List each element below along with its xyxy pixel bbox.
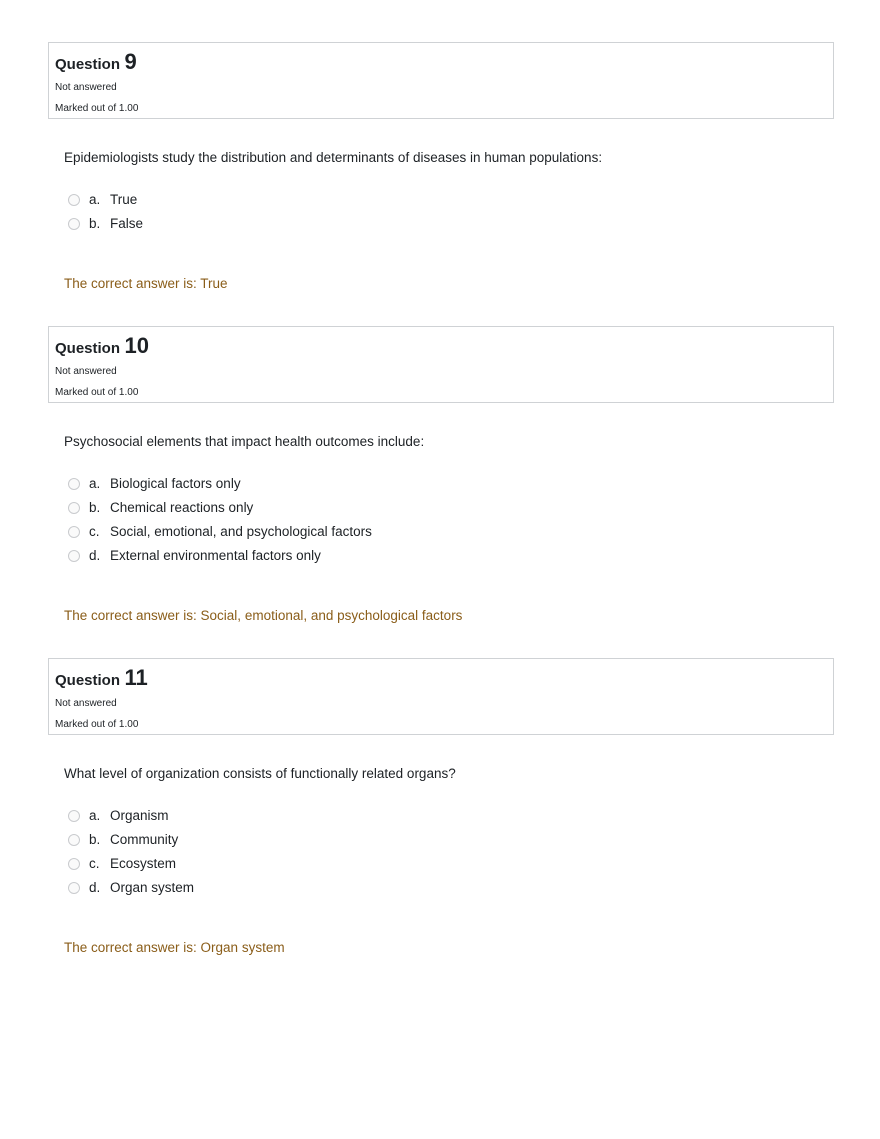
question-11 xyxy=(48,658,834,957)
radio-button[interactable] xyxy=(68,882,80,894)
question-number: 10 xyxy=(124,333,149,358)
question-title xyxy=(55,47,827,77)
question-status: Not answered xyxy=(55,366,117,377)
question-mark: Marked out of 1.00 xyxy=(55,103,139,114)
question-label: Question xyxy=(55,672,121,689)
question-info-box xyxy=(48,42,834,119)
option-label: Biological factors only xyxy=(110,475,241,491)
correct-answer-feedback: The correct answer is: Organ system xyxy=(64,940,285,955)
question-text: Epidemiologists study the distribution and determinants of diseases in human populations: xyxy=(64,150,603,165)
question-text: What level of organization consists of functionally related organs? xyxy=(64,766,456,781)
radio-button[interactable] xyxy=(68,478,80,490)
option-label: False xyxy=(110,215,144,231)
question-title xyxy=(55,663,827,693)
option-a[interactable] xyxy=(68,187,834,211)
correct-answer-feedback: The correct answer is: True xyxy=(64,276,228,291)
option-d[interactable] xyxy=(68,543,834,567)
question-number: 9 xyxy=(124,49,137,74)
radio-button[interactable] xyxy=(68,194,80,206)
radio-button[interactable] xyxy=(68,526,80,538)
option-letter: c. xyxy=(89,855,100,871)
question-label: Question xyxy=(55,56,121,73)
option-b[interactable] xyxy=(68,827,834,851)
option-a[interactable] xyxy=(68,803,834,827)
answer-options xyxy=(68,471,834,567)
question-status: Not answered xyxy=(55,82,117,93)
question-text: Psychosocial elements that impact health outcomes include: xyxy=(64,434,425,449)
radio-button[interactable] xyxy=(68,218,80,230)
radio-button[interactable] xyxy=(68,502,80,514)
option-letter: a. xyxy=(89,807,101,823)
option-letter: b. xyxy=(89,215,101,231)
option-letter: c. xyxy=(89,523,100,539)
option-letter: b. xyxy=(89,499,101,515)
answer-options xyxy=(68,803,834,899)
radio-button[interactable] xyxy=(68,810,80,822)
answer-options xyxy=(68,187,834,235)
radio-button[interactable] xyxy=(68,550,80,562)
question-mark: Marked out of 1.00 xyxy=(55,719,139,730)
radio-button[interactable] xyxy=(68,834,80,846)
option-label: Chemical reactions only xyxy=(110,499,254,515)
option-letter: a. xyxy=(89,191,101,207)
option-letter: b. xyxy=(89,831,101,847)
question-info-box xyxy=(48,326,834,403)
option-label: External environmental factors only xyxy=(110,547,321,563)
option-a[interactable] xyxy=(68,471,834,495)
option-label: Community xyxy=(110,831,179,847)
radio-button[interactable] xyxy=(68,858,80,870)
question-title xyxy=(55,331,827,361)
question-9 xyxy=(48,42,834,293)
correct-answer-feedback: The correct answer is: Social, emotional, and psychological factors xyxy=(64,608,463,623)
option-b[interactable] xyxy=(68,211,834,235)
option-label: True xyxy=(110,191,138,207)
question-mark: Marked out of 1.00 xyxy=(55,387,139,398)
option-c[interactable] xyxy=(68,519,834,543)
option-letter: a. xyxy=(89,475,101,491)
option-label: Ecosystem xyxy=(110,855,177,871)
question-label: Question xyxy=(55,340,121,357)
option-b[interactable] xyxy=(68,495,834,519)
question-10 xyxy=(48,326,834,625)
option-label: Social, emotional, and psychological factors xyxy=(110,523,372,539)
option-label: Organ system xyxy=(110,879,195,895)
option-c[interactable] xyxy=(68,851,834,875)
option-letter: d. xyxy=(89,547,101,563)
option-label: Organism xyxy=(110,807,169,823)
option-letter: d. xyxy=(89,879,101,895)
question-info-box xyxy=(48,658,834,735)
question-status: Not answered xyxy=(55,698,117,709)
option-d[interactable] xyxy=(68,875,834,899)
question-number: 11 xyxy=(124,665,148,690)
